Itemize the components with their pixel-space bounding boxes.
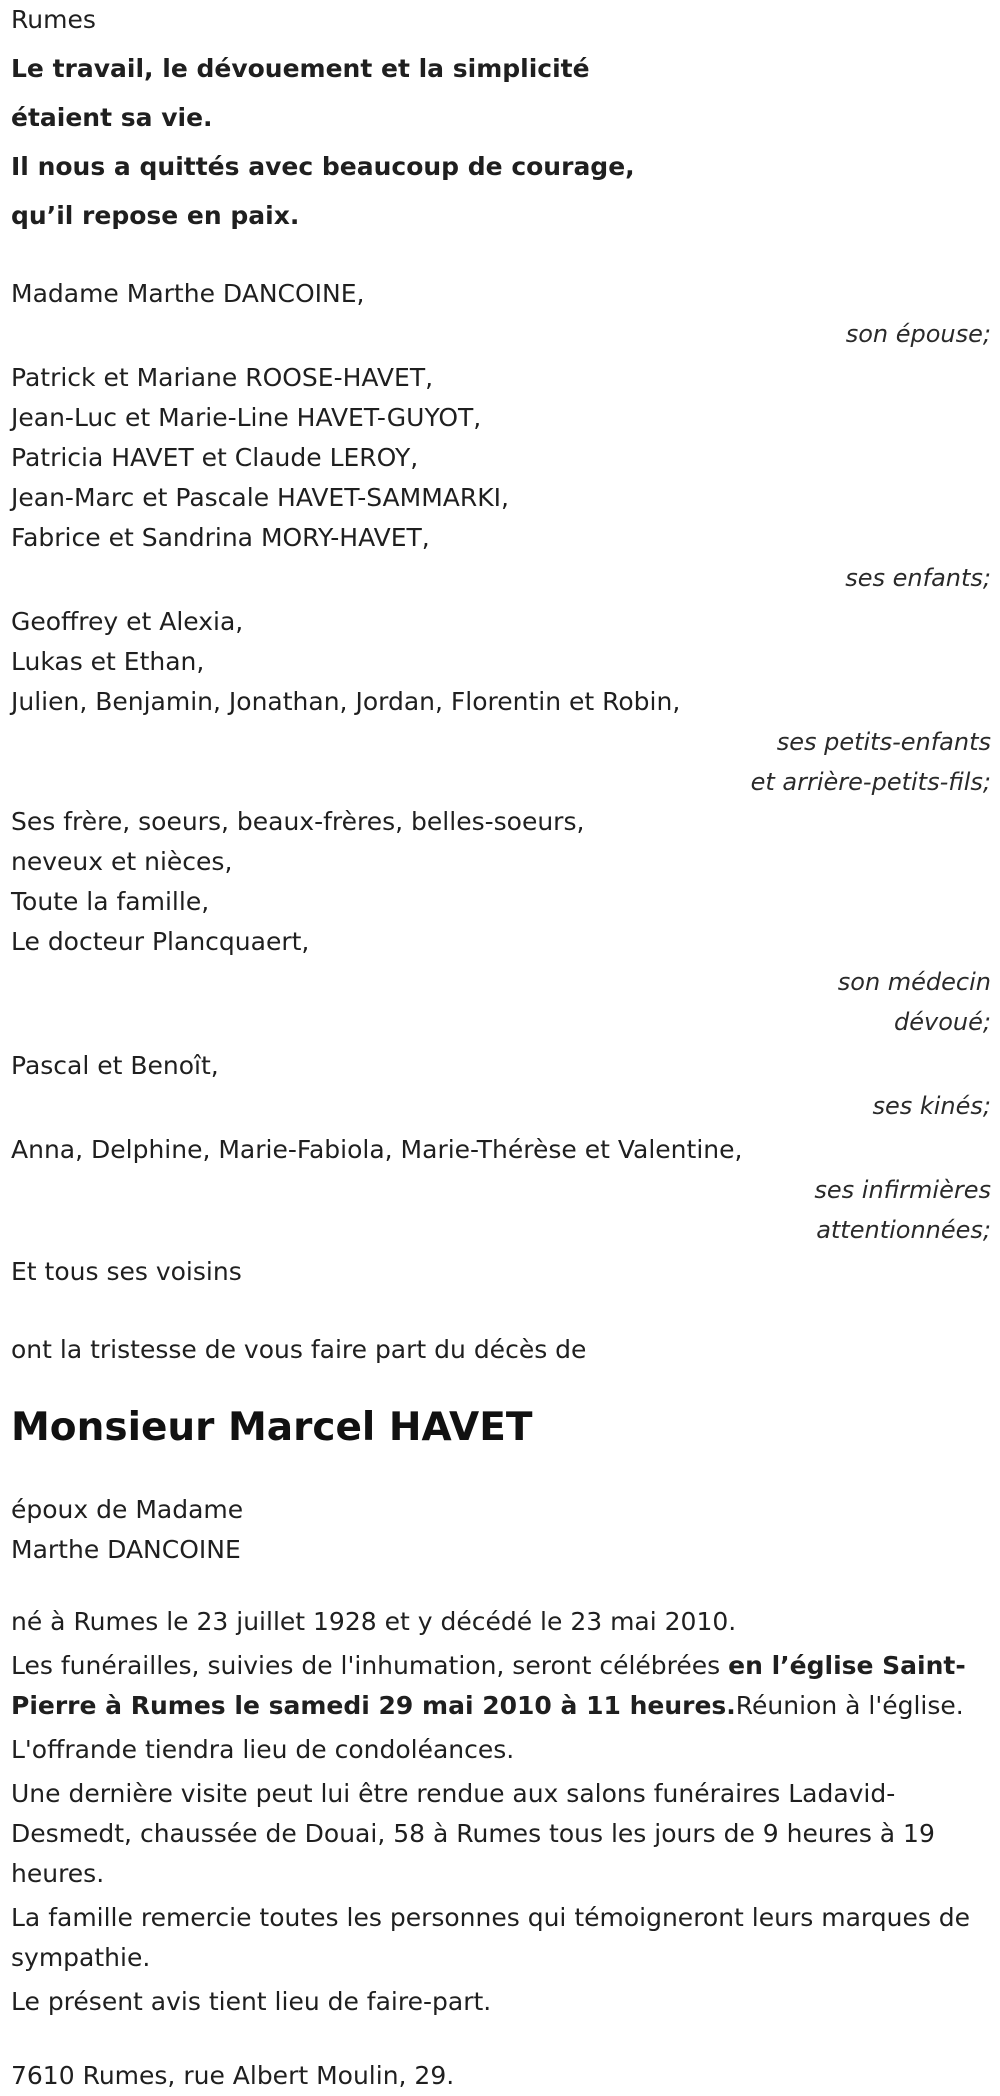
family-role: son médecin [837,968,991,996]
family-name: Anna, Delphine, Marie-Fabiola, Marie-Thérèse et Valentine, [11,1135,743,1164]
spouse-line: Marthe DANCOINE [11,1535,241,1564]
family-group-spouse [11,274,991,354]
family-role: et arrière-petits-fils; [750,768,991,796]
deceased-name: Monsieur Marcel HAVET [11,1405,533,1450]
family-role: dévoué; [894,1008,991,1036]
thanks-text: La famille remercie toutes les personnes qui témoigneront leurs marques de sympathie. [11,1903,971,1972]
funeral-text-post: Réunion à l'église. [735,1691,964,1720]
family-group-physios [11,1046,991,1126]
funeral-text [11,1646,986,1726]
address-text: 7610 Rumes, rue Albert Moulin, 29. [11,2061,455,2090]
place-name: Rumes [11,5,96,34]
family-name: Julien, Benjamin, Jonathan, Jordan, Florentin et Robin, [11,687,681,716]
family-role: ses infirmières [814,1176,991,1204]
obituary-column [11,0,991,2096]
announcement-text: ont la tristesse de vous faire part du décès de [11,1335,587,1364]
offering-text: L'offrande tiendra lieu de condoléances. [11,1735,515,1764]
family-role: ses enfants; [845,564,991,592]
motto-line: qu’il repose en paix. [11,201,300,230]
family-role: attentionnées; [816,1216,991,1244]
family-group-grandchildren [11,602,991,802]
family-name: Ses frère, soeurs, beaux-frères, belles-soeurs, [11,807,585,836]
spouse-line: époux de Madame [11,1495,244,1524]
family-role: ses kinés; [872,1092,991,1120]
family-name: Jean-Marc et Pascale HAVET-SAMMARKI, [11,483,509,512]
family-name: Le docteur Plancquaert, [11,927,310,956]
motto-line: Il nous a quittés avec beaucoup de courage, [11,152,635,181]
birth-death-text: né à Rumes le 23 juillet 1928 et y décédé le 23 mai 2010. [11,1607,737,1636]
notice-text: Le présent avis tient lieu de faire-part. [11,1987,492,2016]
motto-line: Le travail, le dévouement et la simplicité [11,54,590,83]
family-name: Lukas et Ethan, [11,647,205,676]
family-name: Pascal et Benoît, [11,1051,219,1080]
family-group-nurses [11,1130,991,1250]
family-name: Patrick et Mariane ROOSE-HAVET, [11,363,434,392]
family-group-neighbours [11,1250,991,1294]
family-name: Toute la famille, [11,887,210,916]
family-name: Fabrice et Sandrina MORY-HAVET, [11,523,430,552]
funeral-text-pre: Les funérailles, suivies de l'inhumation, seront célébrées [11,1651,729,1680]
family-name: neveux et nièces, [11,847,233,876]
family-group-relatives [11,802,991,1042]
family-name: Et tous ses voisins [11,1257,242,1286]
family-role: ses petits-enfants [776,728,991,756]
family-name: Patricia HAVET et Claude LEROY, [11,443,419,472]
family-role: son épouse; [845,320,991,348]
family-group-children [11,358,991,598]
family-name: Geoffrey et Alexia, [11,607,244,636]
visit-text: Une dernière visite peut lui être rendue aux salons funéraires Ladavid-Desmedt, chaussée de Douai, 58 à Rumes tous les jours de 9 heures à 19 heures. [11,1779,935,1888]
funeral-text-details: en l’église Saint-Pierre à Rumes le samedi 29 mai 2010 à 11 heures. [11,1651,966,1720]
family-name: Jean-Luc et Marie-Line HAVET-GUYOT, [11,403,482,432]
family-name: Madame Marthe DANCOINE, [11,279,365,308]
motto-line: étaient sa vie. [11,103,213,132]
